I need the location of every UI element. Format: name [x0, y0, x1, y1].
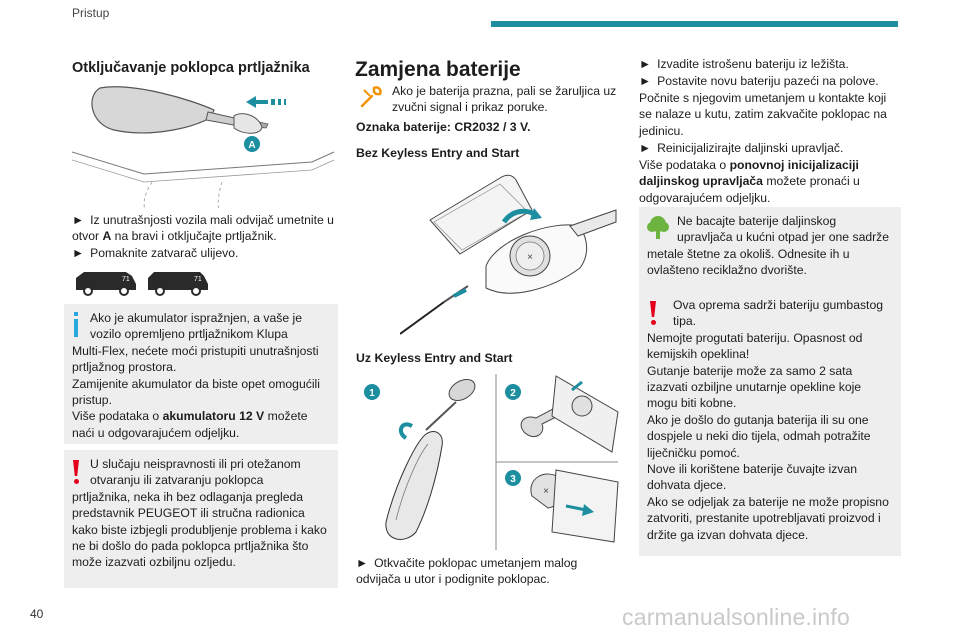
trunk-step-2: ► Pomaknite zatvarač ulijevo. [72, 246, 239, 260]
info-box-battery: Ako je akumulator ispražnjen, a vaše je vozilo opremljeno prtljažnikom Klupa Multi-Flex, nećete moći pristupiti unutrašnjosti prtljažnog prostora. Zamijenite akumulator da biste opet omogućili pristup. Više podataka o akumulatoru 12 V možete naći u odgovarajućem odjeljku. [64, 304, 338, 444]
bullet-arrow-icon: ► [72, 213, 85, 227]
bullet-arrow-icon: ► [639, 74, 652, 88]
bullet-arrow-icon: ► [356, 556, 369, 570]
warning-icon [73, 460, 79, 484]
battery-intro: Ako je baterija prazna, pali se žaruljica uz zvučni signal i prikaz poruke. [392, 84, 617, 115]
reinit-reference: Više podataka o ponovnoj inicijalizaciji daljinskog upravljača možete pronaći u odgovarajućem odjeljku. [639, 158, 860, 205]
svg-text:×: × [527, 252, 533, 263]
battery-step-reinit: ► Reinicijalizirajte daljinski upravljač. [639, 141, 844, 155]
watermark: carmanualsonline.info [622, 604, 850, 630]
tree-icon [647, 215, 669, 239]
section-heading-trunk: Otključavanje poklopca prtljažnika [72, 60, 310, 76]
subheading-keyless: Uz Keyless Entry and Start [356, 351, 513, 365]
svg-text:2: 2 [510, 388, 516, 399]
info-icon [74, 312, 78, 338]
label-a-text: A [248, 140, 256, 151]
screwdriver-wrench-icon [356, 82, 386, 112]
svg-text:71: 71 [122, 276, 130, 283]
arrow-left-icon [246, 96, 268, 108]
remote-key-open-illustration [400, 170, 620, 340]
trunk-lock-illustration [72, 82, 338, 208]
section-heading-battery: Zamjena baterije [355, 58, 521, 81]
svg-text:3: 3 [510, 474, 516, 485]
page-number: 40 [30, 607, 44, 621]
header-accent-bar [491, 21, 898, 27]
keyless-step: ► Otkvačite poklopac umetanjem malog odvijača u utor i podignite poklopac. [356, 556, 578, 587]
bullet-arrow-icon: ► [639, 57, 652, 71]
keyless-fob-illustration [356, 372, 620, 552]
trunk-step-1: ► Iz unutrašnjosti vozila mali odvijač umetnite u otvor A na bravi i otključajte prtljažnik. [72, 213, 334, 244]
van-icon-long [146, 270, 210, 296]
bullet-arrow-icon: ► [72, 246, 85, 260]
svg-text:1: 1 [369, 388, 375, 399]
svg-text:71: 71 [194, 276, 202, 283]
warning-box-button-battery: Ova oprema sadrži bateriju gumbastog tipa. Nemojte progutati bateriju. Opasnost od kemijskih opeklina! Gutanje baterije može za samo 2 sata izazvati ozbiljne unutarnje opekline koje mogu biti kobne. Ako je došlo do gutanja baterija ili su one dospjele u neki dio tijela, odmah potražite liječničku pomoć. Nove ili korištene baterije čuvajte izvan dohvata djece. Ako se odjeljak za baterije ne može propisno zatvoriti, prestanite upotrebljavati proizvod i držite ga izvan dohvata djece. [639, 291, 901, 556]
battery-insert-detail: Počnite s njegovim umetanjem u kontakte koji se nalaze u kutu, zatim zakvačite poklopac na jedinicu. [639, 91, 887, 138]
warning-icon [650, 301, 656, 325]
bullet-arrow-icon: ► [639, 141, 652, 155]
battery-step-remove: ► Izvadite istrošenu bateriju iz ležišta. [639, 57, 849, 71]
eco-box-disposal: Ne bacajte baterije daljinskog upravljača u kućni otpad jer one sadrže metale štetne za okoliš. Odnesite ih u ovlašteno reciklažno dvorište. [639, 207, 901, 295]
warning-box-trunk: U slučaju neispravnosti ili pri otežanom otvaranju ili zatvaranju poklopca prtljažnika, neka ih bez odlaganja pregleda predstavnik PEUGEOT ili stručna radionica kako biste izbjegli produbljenje problema i kako ne bi došlo do pada poklopca prtljažnika što može izazvati ozbiljnu ozljedu. [64, 450, 338, 588]
svg-text:×: × [543, 486, 549, 497]
subheading-no-keyless: Bez Keyless Entry and Start [356, 146, 520, 160]
battery-step-insert: ► Postavite novu bateriju pazeći na polove. [639, 74, 879, 88]
van-icon-short [74, 270, 138, 296]
section-title: Pristup [72, 6, 110, 20]
battery-label: Oznaka baterije: CR2032 / 3 V. [356, 120, 531, 134]
